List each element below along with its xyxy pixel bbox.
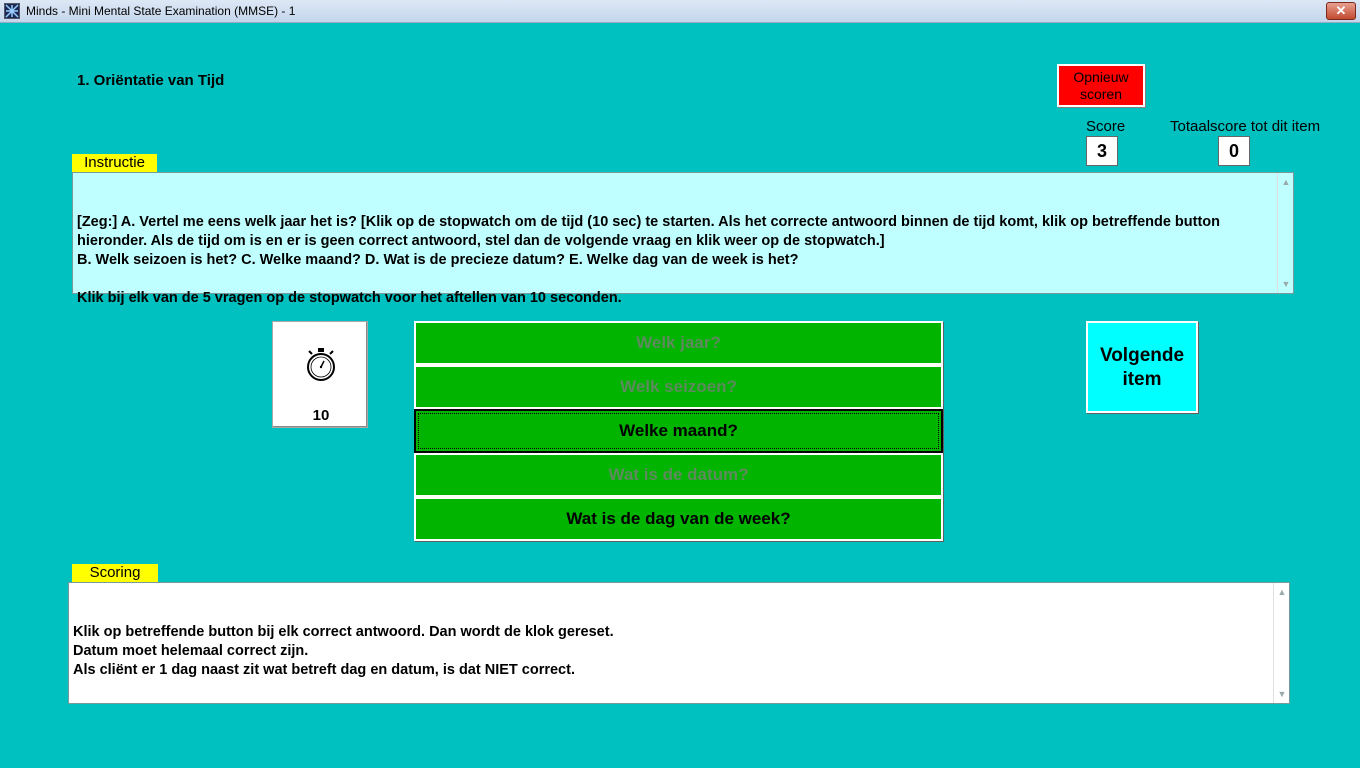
rescore-button[interactable] bbox=[1057, 64, 1145, 107]
scroll-up-icon[interactable]: ▲ bbox=[1277, 587, 1287, 597]
next-item-line2: item bbox=[1122, 369, 1162, 390]
question-weekday-button[interactable]: Wat is de dag van de week? bbox=[414, 497, 943, 541]
total-score-value: 0 bbox=[1218, 136, 1250, 166]
rescore-button-line1: Opnieuw bbox=[1073, 69, 1129, 85]
stopwatch-button[interactable] bbox=[272, 321, 368, 428]
question-season-button[interactable]: Welk seizoen? bbox=[414, 365, 943, 409]
stopwatch-count: 10 bbox=[312, 407, 330, 424]
scroll-down-icon[interactable]: ▼ bbox=[1281, 279, 1291, 289]
scoring-text: Klik op betreffende button bij elk correct antwoord. Dan wordt de klok gereset. Datum moet helemaal correct zijn. Als cliënt er 1 dag naast zit wat betreft dag en datum, is dat NIET correct. bbox=[73, 624, 614, 678]
next-item-button[interactable] bbox=[1086, 321, 1198, 413]
scroll-up-icon[interactable]: ▲ bbox=[1281, 177, 1291, 187]
score-value: 3 bbox=[1086, 136, 1118, 166]
close-button[interactable]: ✕ bbox=[1326, 2, 1356, 20]
question-month-button[interactable]: Welke maand? bbox=[414, 409, 943, 453]
scoring-textarea[interactable] bbox=[68, 582, 1290, 704]
question-date-button[interactable]: Wat is de datum? bbox=[414, 453, 943, 497]
score-label: Score bbox=[1086, 118, 1126, 135]
instruction-text: [Zeg:] A. Vertel me eens welk jaar het is? [Klik op de stopwatch om de tijd (10 sec) te starten. Als het correcte antwoord binnen de tijd komt, klik op betreffende button hieronder. Als de tijd om is en er is geen correct antwoord, stel dan de volgende vraag en klik weer op de stopwatch.] B. Welk seizoen is het? C. Welke maand? D. Wat is de precieze datum? E. Welke dag van de week is het? Klik bij elk van de 5 vragen op de stopwatch voor het aftellen van 10 seconden. bbox=[77, 214, 1221, 306]
instruction-label: Instructie bbox=[72, 154, 157, 172]
app-icon[interactable] bbox=[4, 3, 20, 19]
scoring-label: Scoring bbox=[72, 564, 158, 582]
window-title: Minds - Mini Mental State Examination (MMSE) - 1 bbox=[26, 4, 296, 18]
title-bar bbox=[0, 0, 1360, 23]
scroll-down-icon[interactable]: ▼ bbox=[1277, 689, 1287, 699]
rescore-button-line2: scoren bbox=[1079, 86, 1123, 102]
section-title: 1. Oriëntatie van Tijd bbox=[77, 72, 225, 89]
instruction-scrollbar[interactable] bbox=[1277, 173, 1293, 293]
total-score-label: Totaalscore tot dit item bbox=[1170, 118, 1321, 135]
stopwatch-icon bbox=[306, 347, 336, 383]
scoring-scrollbar[interactable] bbox=[1273, 583, 1289, 703]
instruction-textarea[interactable] bbox=[72, 172, 1294, 306]
question-year-button[interactable]: Welk jaar? bbox=[414, 321, 943, 365]
next-item-line1: Volgende bbox=[1099, 345, 1185, 366]
